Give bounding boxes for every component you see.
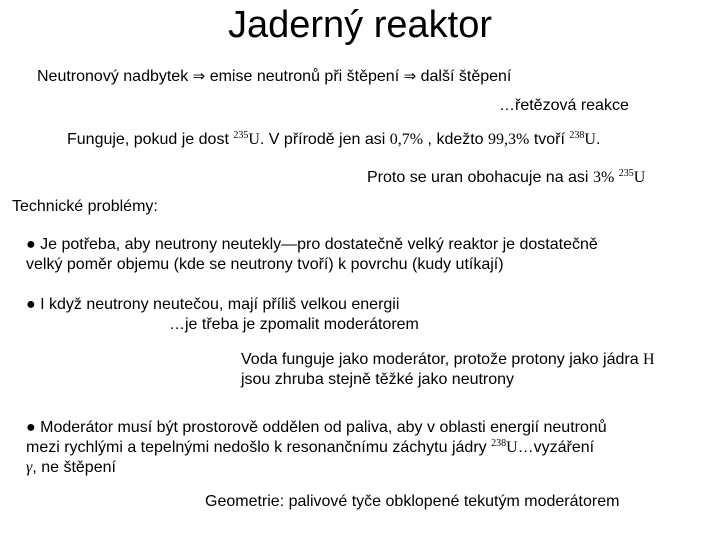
isotope-mass-235: 235 bbox=[618, 168, 634, 179]
problem-item-separation-line-1: ● Moderátor musí být prostorově oddělen od paliva, aby v oblasti energií neutronů bbox=[26, 419, 607, 436]
line1-text-3: další štěpení bbox=[420, 68, 512, 85]
water-moderator-line-1: Voda funguje jako moderátor, protože protony jako jádra H bbox=[241, 351, 655, 368]
isotope-mass-238: 238 bbox=[569, 130, 585, 141]
problem-item-escape bbox=[26, 235, 598, 275]
natural-abundance-235: 0,7% bbox=[389, 131, 424, 148]
line3-text-1: Funguje, pokud je dost bbox=[67, 131, 229, 148]
natural-abundance-238: 99,3% bbox=[488, 131, 530, 148]
uranium-symbol: U bbox=[248, 131, 260, 148]
uranium-symbol: U bbox=[584, 131, 596, 148]
hydrogen-symbol: H bbox=[643, 351, 655, 368]
line4-text-1: Proto se uran obohacuje na asi bbox=[367, 169, 589, 186]
uranium-symbol: U bbox=[506, 439, 518, 456]
problems-heading: Technické problémy: bbox=[12, 198, 158, 215]
problem-item-energy-line-1: ● I když neutrony neutečou, mají příliš velkou energii bbox=[26, 296, 400, 313]
line3-text-4: tvoří bbox=[533, 131, 565, 148]
problem-item-escape-line-1: ● Je potřeba, aby neutrony neutekly—pro dostatečně velký reaktor je dostatečně bbox=[26, 236, 598, 253]
isotope-mass-235: 235 bbox=[233, 130, 249, 141]
line3-text-2: . V přírodě jen asi bbox=[259, 131, 386, 148]
chain-reaction-line: …řetězová reakce bbox=[499, 97, 629, 114]
problem-item-separation-line-3: γ, ne štěpení bbox=[26, 459, 116, 476]
neutron-surplus-line bbox=[37, 66, 511, 87]
water-moderator-line-2: jsou zhruba stejně těžké jako neutrony bbox=[241, 371, 515, 388]
natural-uranium-line bbox=[67, 130, 600, 150]
line3-text-3: , kdežto bbox=[427, 131, 484, 148]
line1-text-2: emise neutronů při štěpení bbox=[209, 68, 400, 85]
implies-arrow-icon: ⇒ bbox=[192, 67, 206, 85]
isotope-mass-238: 238 bbox=[491, 438, 507, 449]
implies-arrow-icon: ⇒ bbox=[403, 67, 417, 85]
page-title: Jaderný reaktor bbox=[227, 4, 492, 46]
line3-text-5: . bbox=[595, 131, 601, 148]
problem-item-energy bbox=[26, 295, 419, 335]
uranium-symbol: U bbox=[633, 169, 646, 186]
enrichment-percent: 3% bbox=[592, 169, 615, 186]
problem-item-escape-line-2: velký poměr objemu (kde se neutrony tvoří) k povrchu (kudy utíkají) bbox=[26, 256, 504, 273]
problem-item-separation bbox=[26, 418, 607, 478]
problem-item-separation-line-2: mezi rychlými a tepelnými nedošlo k resonančnímu záchytu jádry $^{238}$U…vyzáření bbox=[26, 438, 595, 456]
gamma-symbol: γ bbox=[26, 459, 33, 476]
enrichment-line bbox=[367, 168, 645, 188]
problem-item-energy-line-2: …je třeba je zpomalit moderátorem bbox=[169, 316, 419, 333]
line1-text-1: Neutronový nadbytek bbox=[37, 68, 189, 85]
water-moderator-note bbox=[241, 350, 655, 390]
geometry-note: Geometrie: palivové tyče obklopené tekutým moderátorem bbox=[205, 493, 620, 510]
